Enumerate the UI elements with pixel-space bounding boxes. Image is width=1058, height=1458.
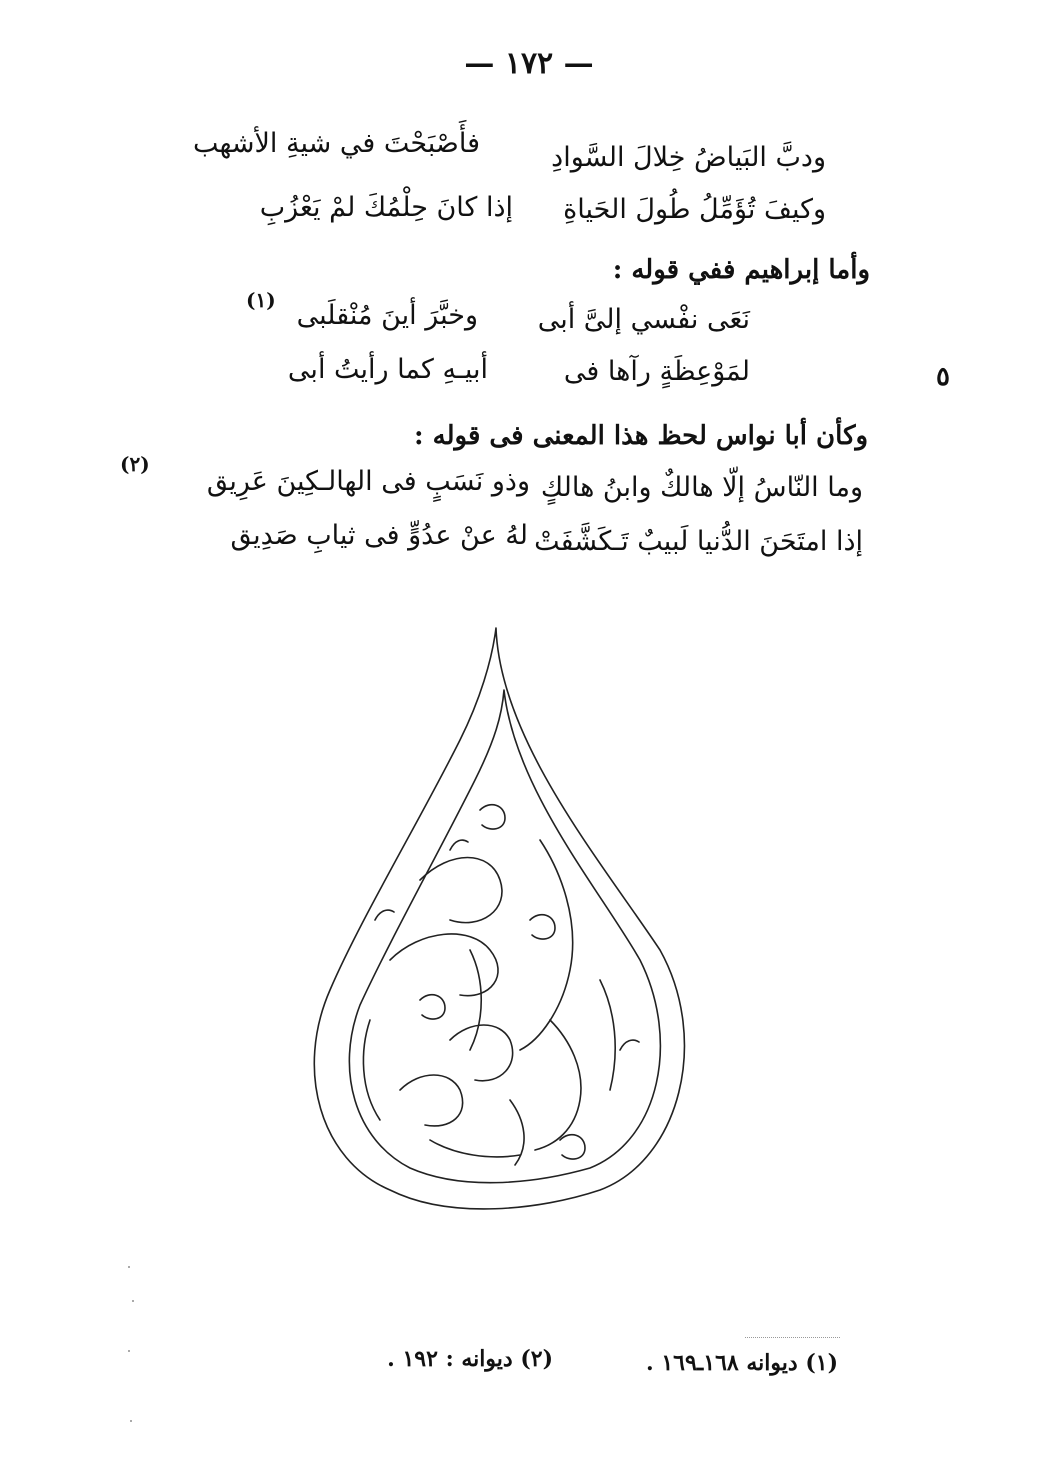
scan-speck xyxy=(132,1300,134,1302)
poem3-line2-left-hemistich: لهُ عنْ عدُوٍّ فى ثيابِ صَدِيق xyxy=(230,520,528,551)
footnote-marker-2: (٢) xyxy=(120,452,150,476)
poem1-line2-right-hemistich: وكيفَ تُؤَمِّلُ طُولَ الحَياةِ xyxy=(563,194,826,225)
footnote-marker-1: (١) xyxy=(246,288,276,312)
poem2-line1-right-hemistich: نَعَى نفْسي إلىَّ أبى xyxy=(537,304,750,335)
poem2-line2-left-hemistich: أبيـهِ كما رأيتُ أبى xyxy=(287,354,488,385)
scan-speck xyxy=(128,1350,130,1352)
calligraphy-ornament xyxy=(300,620,700,1220)
scan-speck xyxy=(130,1420,132,1422)
poem3-line1-right-hemistich: وما النّاسُ إلّا هالكٌ وابنُ هالكٍ xyxy=(540,472,863,503)
poem3-line2-right-hemistich: إذا امتَحَنَ الدُّنيا لَبيبٌ تَـكَشَّفَتْ xyxy=(534,526,863,557)
footnote-2: (٢) ديوانه : ١٩٢ . xyxy=(387,1346,553,1372)
margin-line-number: ٥ xyxy=(936,362,950,392)
poem2-line1-left-hemistich: وخبَّرَ أينَ مُنْقلَبى xyxy=(296,300,478,331)
scan-speck xyxy=(128,1266,130,1268)
intro-ibrahim: وأما إبراهيم ففي قوله : xyxy=(612,255,870,285)
poem2-line2-right-hemistich: لمَوْعِظَةٍ رآها فى xyxy=(563,356,750,387)
footnote-1: (١) ديوانه ١٦٨ـ١٦٩ . xyxy=(646,1350,838,1376)
intro-abu-nuwas: وكأن أبا نواس لحظ هذا المعنى فى قوله : xyxy=(414,421,868,451)
page-number: — ١٧٢ — xyxy=(464,46,594,81)
poem1-line1-right-hemistich: ودبَّ البَياضُ خِلالَ السَّوادِ xyxy=(551,142,826,173)
poem1-line1-left-hemistich: فأَصْبَحْتَ في شيةِ الأشهب xyxy=(192,128,480,159)
poem1-line2-left-hemistich: إذا كانَ حِلْمُكَ لمْ يَعْزُبِ xyxy=(259,192,513,223)
footnote-separator xyxy=(745,1337,840,1338)
poem3-line1-left-hemistich: وذو نَسَبٍ فى الهالـكِينَ عَرِيق xyxy=(206,466,530,497)
